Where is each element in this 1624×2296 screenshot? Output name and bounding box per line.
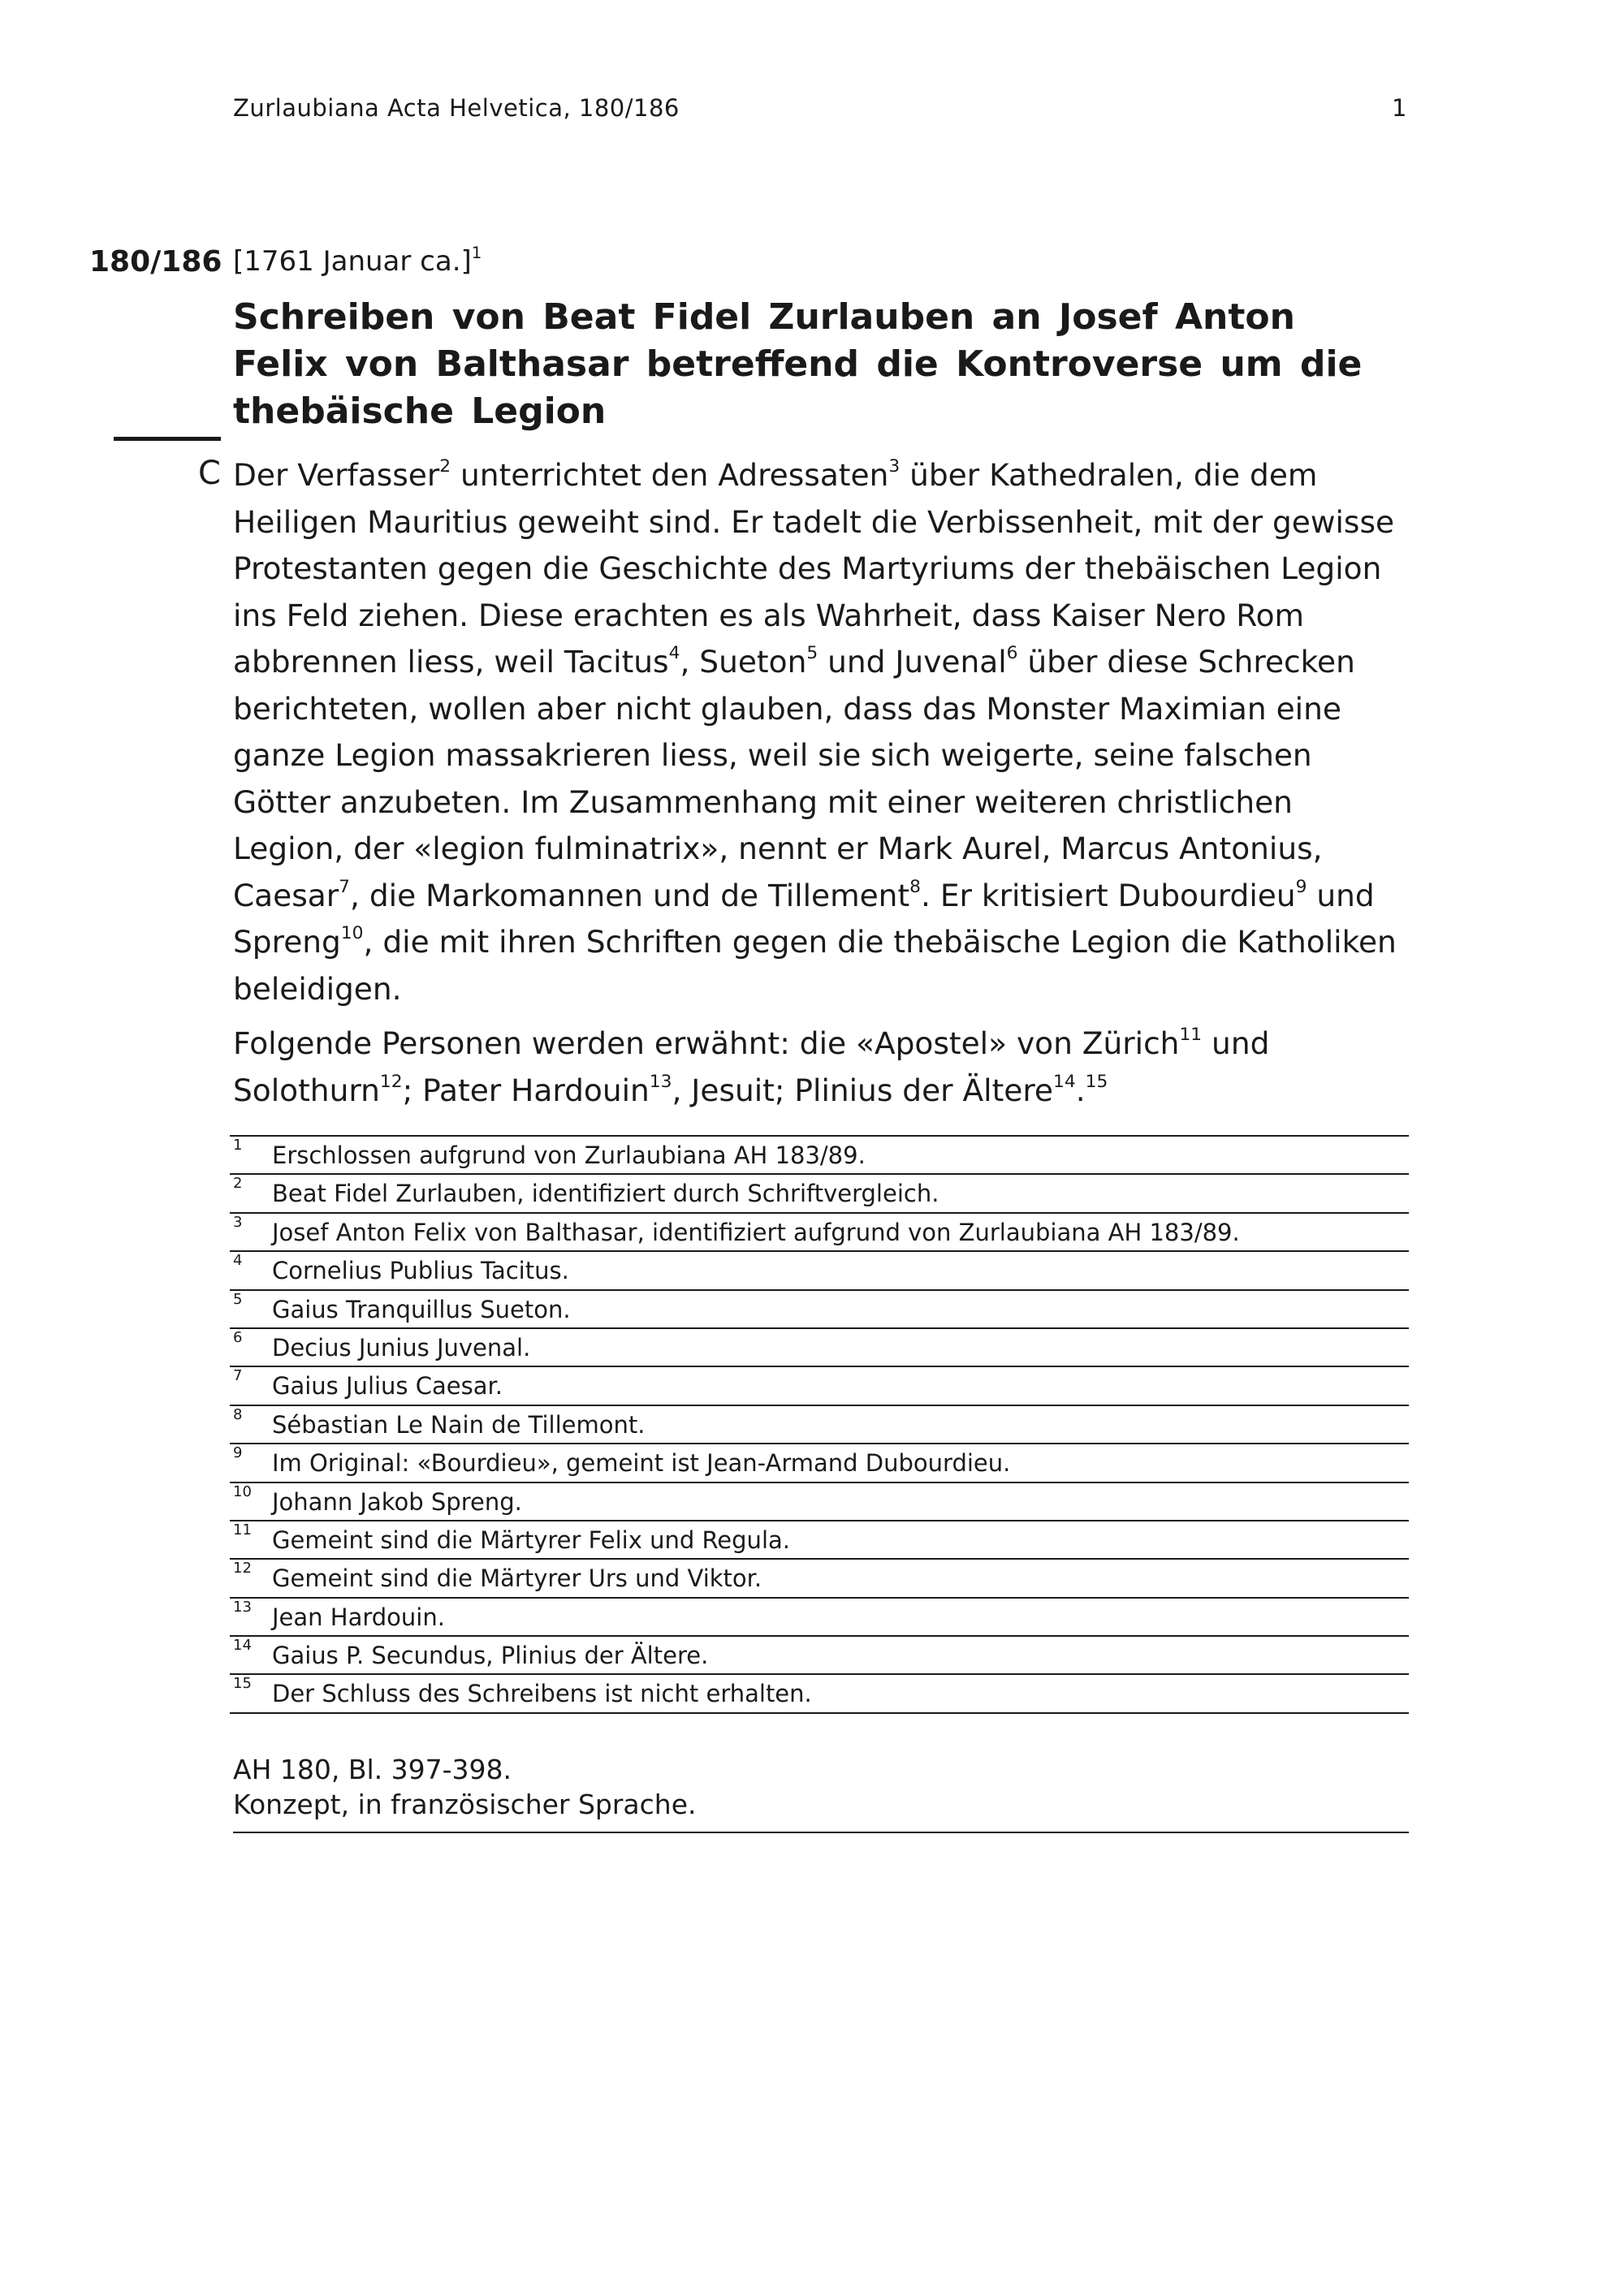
footnote-number: 1 bbox=[233, 1137, 243, 1154]
footnote-number: 6 bbox=[233, 1328, 243, 1346]
footnote-number: 11 bbox=[233, 1521, 252, 1539]
footnote-number: 8 bbox=[233, 1405, 243, 1423]
footnote-row bbox=[230, 1637, 1409, 1675]
footnote-ref[interactable]: 10 bbox=[340, 923, 364, 944]
footnote-text: Gaius P. Secundus, Plinius der Ältere. bbox=[272, 1642, 709, 1670]
running-head: Zurlaubiana Acta Helvetica, 180/186 bbox=[233, 94, 680, 122]
footnote-number: 9 bbox=[233, 1444, 243, 1462]
marker-rule bbox=[114, 437, 221, 441]
footnote-number: 2 bbox=[233, 1175, 243, 1193]
footnote-row bbox=[230, 1291, 1409, 1329]
footnote-number: 12 bbox=[233, 1560, 252, 1577]
footnote-text: Im Original: «Bourdieu», gemeint ist Jean-Armand Dubourdieu. bbox=[272, 1449, 1011, 1478]
marker-c: C bbox=[198, 455, 221, 492]
footnote-text: Johann Jakob Spreng. bbox=[272, 1487, 522, 1516]
footnote-ref-1[interactable]: 1 bbox=[471, 243, 482, 262]
footnote-text: Sébastian Le Nain de Tillemont. bbox=[272, 1410, 646, 1439]
footnote-row bbox=[230, 1675, 1409, 1713]
footnotes bbox=[230, 1135, 1409, 1714]
footnote-ref[interactable]: 13 bbox=[649, 1071, 672, 1092]
footnote-ref[interactable]: 12 bbox=[379, 1071, 403, 1092]
source-info bbox=[233, 1752, 1409, 1833]
footnote-row bbox=[230, 1599, 1409, 1637]
footnote-text: Der Schluss des Schreibens ist nicht erhalten. bbox=[272, 1680, 812, 1708]
footnote-ref[interactable]: 3 bbox=[888, 456, 901, 477]
footnote-text: Decius Junius Juvenal. bbox=[272, 1333, 531, 1362]
footnote-row bbox=[230, 1367, 1409, 1405]
summary-paragraph-1: Der Verfasser$^2$ unterrichtet den Adressaten$^3$ über Kathedralen, die dem Heiligen Mauritius geweiht sind. Er tadelt die Verbissenheit, mit der gewisse Protestanten gegen die Geschichte des Martyriums der thebäischen Legion ins Feld ziehen. Diese erachten es als Wahrheit, dass Kaiser Nero Rom abbrennen liess, weil Tacitus$^4$, Sueton$^5$ und Juvenal$^6$ über diese Schrecken berichteten, wollen aber nicht glauben, dass das Monster Maximian eine ganze Legion massakrieren liess, weil sie sich weigerte, seine falschen Götter anzubeten. Im Zusammenhang mit einer weiteren christlichen Legion, der «legion fulminatrix», nennt er Mark Aurel, Marcus Antonius, Caesar$^7$, die Markomannen und de Tillement$^8$. Er kritisiert Dubourdieu$^9$ und Spreng$^{10}$, die mit ihren Schriften gegen die thebäische Legion die Katholiken beleidigen. bbox=[233, 456, 1397, 1007]
summary bbox=[233, 452, 1410, 1114]
footnote-ref[interactable]: 2 bbox=[439, 456, 451, 477]
footnote-ref[interactable]: 4 bbox=[668, 643, 680, 664]
summary-paragraph-2: Folgende Personen werden erwähnt: die «Apostel» von Zürich$^{11}$ und Solothurn$^{12}$; Pater Hardouin$^{13}$, Jesuit; Plinius der Ältere$^{14}$.$^{15}$ bbox=[233, 1025, 1270, 1108]
footnote-number: 5 bbox=[233, 1290, 243, 1308]
footnote-row bbox=[230, 1137, 1409, 1175]
footnote-row bbox=[230, 1175, 1409, 1213]
footnote-text: Gemeint sind die Märtyrer Urs und Viktor. bbox=[272, 1564, 762, 1593]
footnote-number: 15 bbox=[233, 1675, 252, 1693]
footnote-row bbox=[230, 1560, 1409, 1598]
footnote-row bbox=[230, 1406, 1409, 1444]
footnote-ref[interactable]: 15 bbox=[1085, 1071, 1108, 1092]
footnote-text: Cornelius Publius Tacitus. bbox=[272, 1257, 569, 1285]
footnote-ref[interactable]: 11 bbox=[1179, 1025, 1203, 1046]
footnote-number: 3 bbox=[233, 1213, 243, 1231]
footnote-number: 4 bbox=[233, 1252, 243, 1270]
footnote-text: Erschlossen aufgrund von Zurlaubiana AH 183/89. bbox=[272, 1142, 866, 1169]
footnote-text: Jean Hardouin. bbox=[272, 1603, 445, 1631]
footnote-ref[interactable]: 6 bbox=[1006, 643, 1018, 664]
document-date bbox=[233, 245, 482, 278]
footnote-text: Josef Anton Felix von Balthasar, identifiziert aufgrund von Zurlaubiana AH 183/89. bbox=[272, 1218, 1240, 1246]
footnote-number: 10 bbox=[233, 1482, 252, 1500]
footnote-row bbox=[230, 1329, 1409, 1367]
source-description: Konzept, in französischer Sprache. bbox=[233, 1789, 697, 1820]
footnote-row bbox=[230, 1214, 1409, 1252]
footnote-text: Beat Fidel Zurlauben, identifiziert durch Schriftvergleich. bbox=[272, 1180, 939, 1208]
footnote-ref[interactable]: 5 bbox=[806, 643, 818, 664]
footnote-ref[interactable]: 7 bbox=[339, 876, 351, 897]
footnote-ref[interactable]: 14 bbox=[1053, 1071, 1076, 1092]
footnote-text: Gaius Julius Caesar. bbox=[272, 1372, 503, 1400]
source-signature: AH 180, Bl. 397-398. bbox=[233, 1754, 512, 1785]
footnote-number: 14 bbox=[233, 1637, 252, 1655]
footnote-row bbox=[230, 1521, 1409, 1560]
footnote-row bbox=[230, 1252, 1409, 1290]
page-number: 1 bbox=[1392, 94, 1407, 122]
document-title: Schreiben von Beat Fidel Zurlauben an Josef Anton Felix von Balthasar betreffend die Kontroverse um die thebäische Legion bbox=[233, 296, 1363, 432]
footnote-number: 13 bbox=[233, 1598, 252, 1616]
footnote-ref[interactable]: 8 bbox=[909, 876, 921, 897]
document-date-text: [1761 Januar ca.] bbox=[233, 245, 472, 278]
document-id: 180/186 bbox=[89, 245, 222, 278]
footnote-text: Gemeint sind die Märtyrer Felix und Regula. bbox=[272, 1526, 790, 1554]
footnote-ref[interactable]: 9 bbox=[1295, 876, 1307, 897]
footnote-number: 7 bbox=[233, 1367, 243, 1385]
footnote-text: Gaius Tranquillus Sueton. bbox=[272, 1295, 571, 1323]
footnote-row bbox=[230, 1444, 1409, 1482]
footnote-row bbox=[230, 1483, 1409, 1521]
